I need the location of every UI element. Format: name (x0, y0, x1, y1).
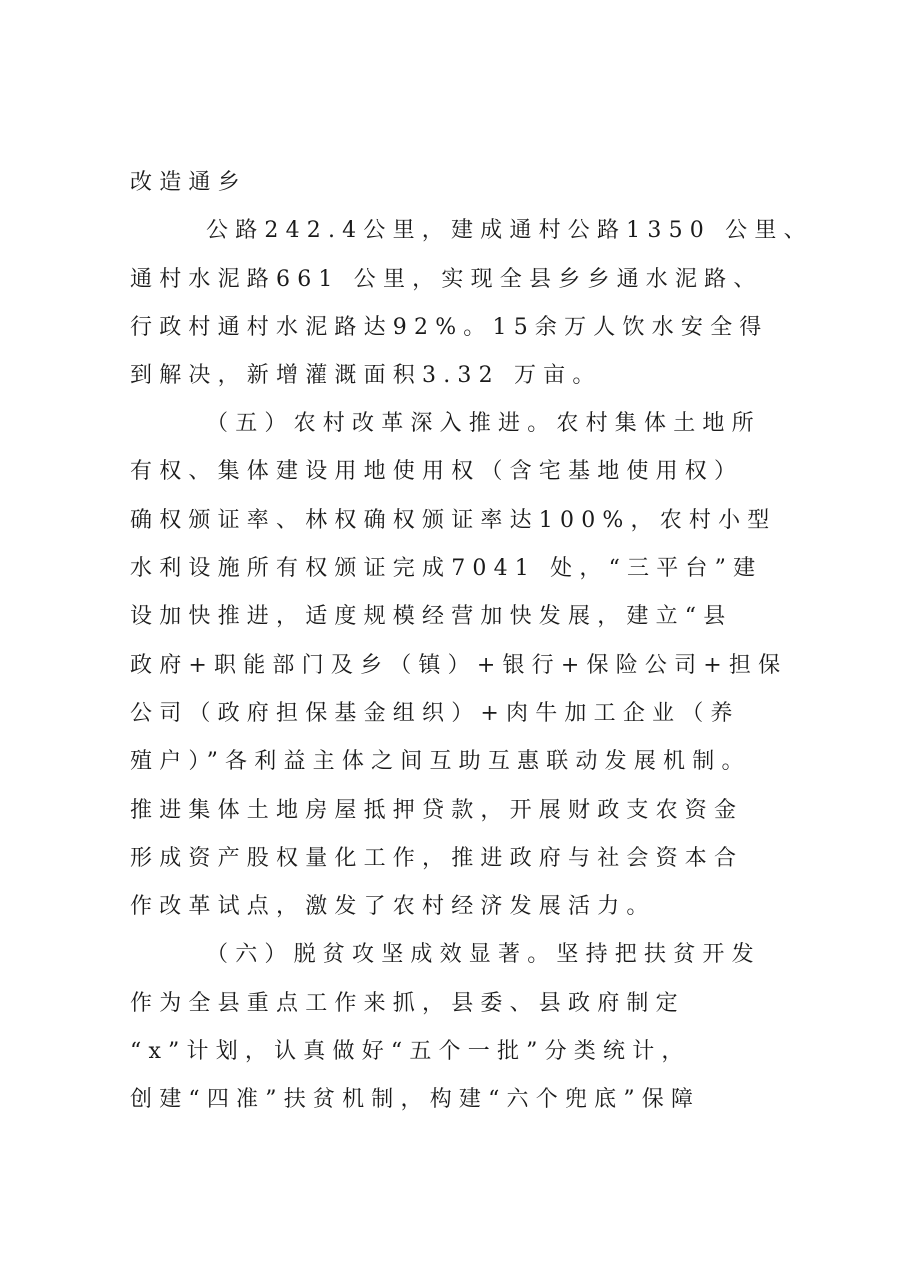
text-line-17: （六）脱贫攻坚成效显著。坚持把扶贫开发 (206, 942, 761, 967)
text-line-1: 改造通乡 (130, 170, 247, 195)
text-line-6: （五）农村改革深入推进。农村集体土地所 (206, 411, 761, 436)
text-line-18: 作为全县重点工作来抓，县委、县政府制定 (130, 991, 685, 1016)
text-line-3: 通村水泥路661 公里，实现全县乡乡通水泥路、 (130, 267, 763, 292)
text-line-10: 设加快推进，适度规模经营加快发展，建立“县 (130, 604, 733, 629)
text-line-14: 推进集体土地房屋抵押贷款，开展财政支农资金 (130, 798, 744, 823)
text-line-8: 确权颁证率、林权确权颁证率达100%，农村小型 (130, 508, 777, 533)
text-line-5: 到解决，新增灌溉面积3.32 万亩。 (130, 363, 602, 388)
text-line-9: 水利设施所有权颁证完成7041 处，“三平台”建 (130, 556, 763, 581)
text-line-13: 殖户）”各利益主体之间互助互惠联动发展机制。 (130, 749, 751, 774)
text-line-20: 创建“四准”扶贫机制，构建“六个兜底”保障 (130, 1087, 701, 1112)
text-line-19: “x”计划，认真做好“五个一批”分类统计， (130, 1039, 691, 1064)
text-line-2: 公路242.4公里，建成通村公路1350 公里、 (206, 218, 813, 243)
text-line-4: 行政村通村水泥路达92%。15余万人饮水安全得 (130, 315, 769, 340)
text-line-12: 公司（政府担保基金组织）+肉牛加工企业（养 (130, 701, 740, 726)
text-line-16: 作改革试点，激发了农村经济发展活力。 (130, 894, 656, 919)
text-line-15: 形成资产股权量化工作，推进政府与社会资本合 (130, 846, 744, 871)
text-line-11: 政府+职能部门及乡（镇）+银行+保险公司+担保 (130, 653, 788, 678)
text-line-7: 有权、集体建设用地使用权（含宅基地使用权） (130, 459, 744, 484)
